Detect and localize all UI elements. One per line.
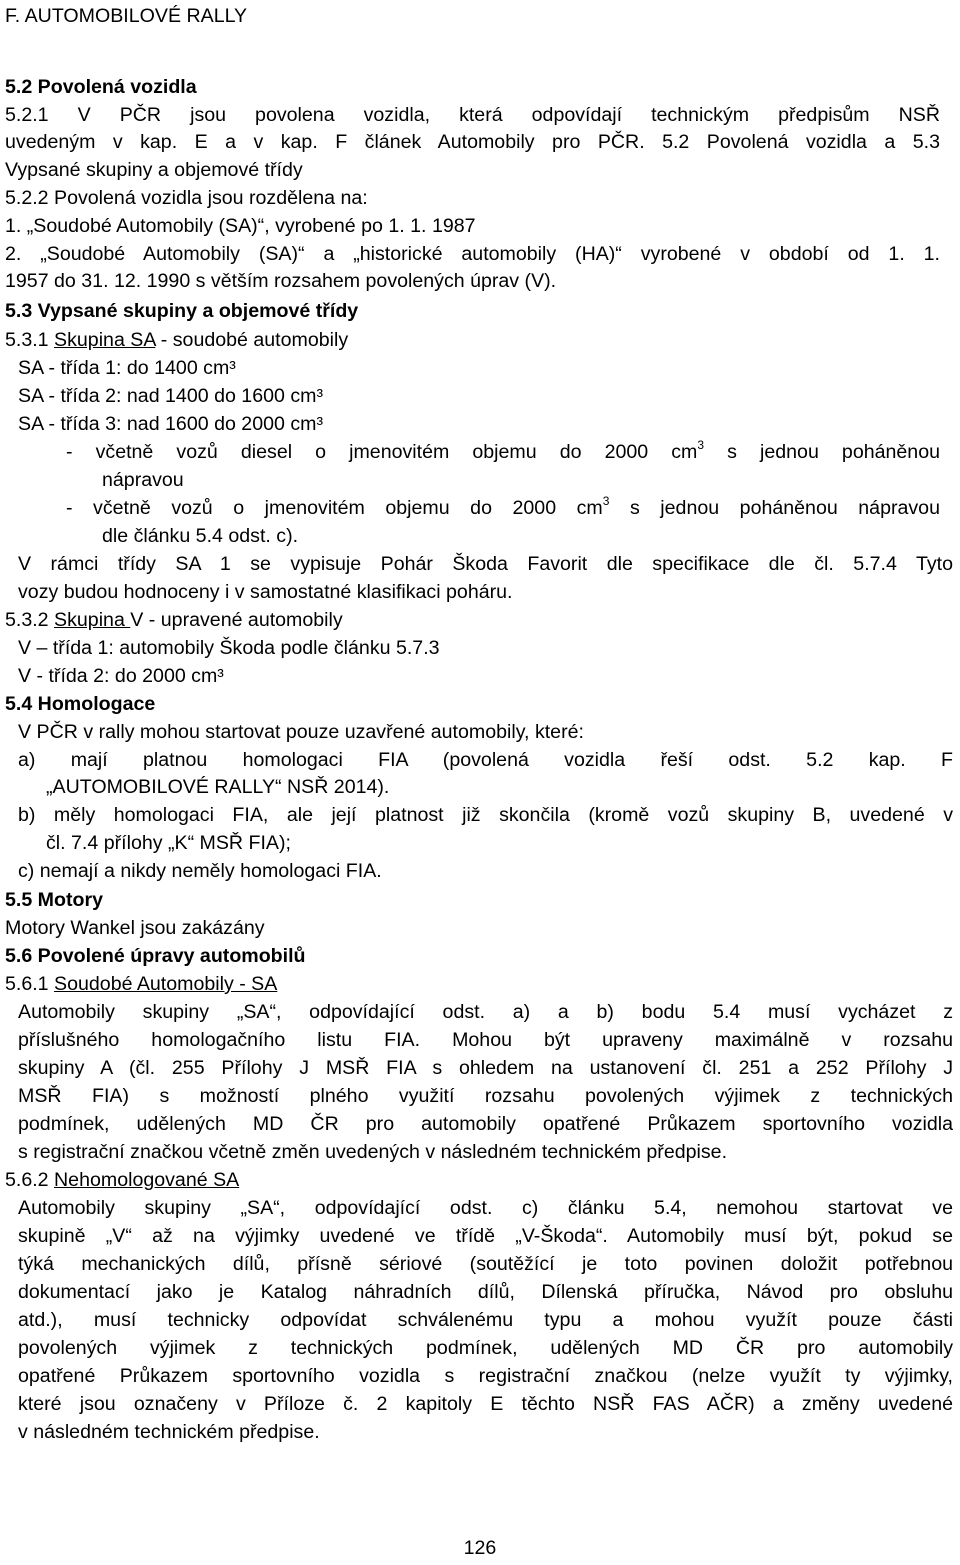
homologation-intro: V PČR v rally mohou startovat pouze uzavřené automobily, které: bbox=[18, 721, 584, 743]
superscript: 3 bbox=[602, 494, 610, 508]
paragraph-line: povolených výjimek z technických podmínek, udělených MD ČR pro automobily bbox=[18, 1337, 953, 1359]
subsection-title-rest: - soudobé automobily bbox=[155, 329, 349, 351]
dash-item-text: s jednou poháněnou nápravou bbox=[609, 497, 940, 519]
dash-item-text: s jednou poháněnou bbox=[704, 441, 941, 463]
paragraph-line: Automobily skupiny „SA“, odpovídající odst. a) a b) bodu 5.4 musí vycházet z bbox=[18, 1001, 953, 1023]
subsection-title-link: Skupina SA bbox=[54, 329, 156, 351]
homologation-item: c) nemají a nikdy neměly homologaci FIA. bbox=[18, 860, 382, 882]
subsection-title-link: Skupina bbox=[54, 609, 131, 631]
section-heading-5-5: 5.5 Motory bbox=[5, 889, 103, 911]
class-line: V - třída 2: do 2000 cm³ bbox=[18, 665, 224, 687]
paragraph-line: Automobily skupiny „SA“, odpovídající odst. c) článku 5.4, nemohou startovat ve bbox=[18, 1197, 953, 1219]
superscript: 3 bbox=[697, 438, 705, 452]
subsection-5-6-2 bbox=[5, 1167, 239, 1193]
dash-item-continuation: dle článku 5.4 odst. c). bbox=[102, 525, 299, 547]
pohar-paragraph-line: vozy budou hodnoceny i v samostatné klasifikaci poháru. bbox=[18, 581, 513, 603]
list-item: 1957 do 31. 12. 1990 s větším rozsahem povolených úprav (V). bbox=[5, 270, 557, 292]
dash-item bbox=[66, 439, 940, 465]
dash-item bbox=[66, 495, 940, 521]
paragraph-line: příslušného homologačního listu FIA. Mohou být upraveny maximálně v rozsahu bbox=[18, 1029, 953, 1051]
homologation-item: b) měly homologaci FIA, ale její platnost již skončila (kromě vozů skupiny B, uvedené v bbox=[18, 804, 953, 826]
paragraph-line: skupiny A (čl. 255 Přílohy J MSŘ FIA s ohledem na ustanovení čl. 251 a 252 Přílohy J bbox=[18, 1057, 953, 1079]
dash-item-text: - včetně vozů diesel o jmenovitém objemu do 2000 cm bbox=[66, 441, 698, 463]
paragraph-line: v následném technickém předpise. bbox=[18, 1421, 320, 1443]
paragraph-line: skupině „V“ až na výjimky uvedené ve třídě „V-Škoda“. Automobily musí být, pokud se bbox=[18, 1225, 953, 1247]
subsection-number: 5.6.2 bbox=[5, 1169, 55, 1191]
homologation-item: čl. 7.4 přílohy „K“ MSŘ FIA); bbox=[46, 832, 291, 854]
motors-text: Motory Wankel jsou zakázány bbox=[5, 917, 265, 939]
section-heading-5-2: 5.2 Povolená vozidla bbox=[5, 76, 197, 98]
dash-item-text: - včetně vozů o jmenovitém objemu do 2000 cm bbox=[66, 497, 603, 519]
list-item: 1. „Soudobé Automobily (SA)“, vyrobené po 1. 1. 1987 bbox=[5, 215, 476, 237]
paragraph-5-2-1-line: 5.2.1 V PČR jsou povolena vozidla, která odpovídají technickým předpisům NSŘ bbox=[5, 104, 940, 126]
paragraph-line: dokumentací jako je Katalog náhradních dílů, Dílenská příručka, Návod pro obsluhu bbox=[18, 1281, 953, 1303]
page-number: 126 bbox=[463, 1537, 497, 1559]
section-heading-5-4: 5.4 Homologace bbox=[5, 693, 156, 715]
paragraph-line: týká mechanických dílů, přísně sériové (soutěžící je toto povinen doložit potřebnou bbox=[18, 1253, 953, 1275]
subsection-title-rest: V - upravené automobily bbox=[130, 609, 343, 631]
dash-item-continuation: nápravou bbox=[102, 469, 184, 491]
class-line: SA - třída 2: nad 1400 do 1600 cm³ bbox=[18, 385, 323, 407]
paragraph-line: opatřené Průkazem sportovního vozidla s registrační značkou (nelze využít ty výjimky, bbox=[18, 1365, 953, 1387]
subsection-5-3-1 bbox=[5, 327, 348, 353]
paragraph-line: atd.), musí technicky odpovídat schválenému typu a mohou využít pouze části bbox=[18, 1309, 953, 1331]
chapter-header: F. AUTOMOBILOVÉ RALLY bbox=[5, 5, 248, 27]
paragraph-line: s registrační značkou včetně změn uvedených v následném technickém předpise. bbox=[18, 1141, 728, 1163]
pohar-paragraph-line: V rámci třídy SA 1 se vypisuje Pohár Škoda Favorit dle specifikace dle čl. 5.7.4 Tyto bbox=[18, 553, 953, 575]
section-heading-5-6: 5.6 Povolené úpravy automobilů bbox=[5, 945, 306, 967]
class-line: SA - třída 3: nad 1600 do 2000 cm³ bbox=[18, 413, 323, 435]
subsection-number: 5.3.2 bbox=[5, 609, 55, 631]
class-line: V – třída 1: automobily Škoda podle článku 5.7.3 bbox=[18, 637, 440, 659]
homologation-item: „AUTOMOBILOVÉ RALLY“ NSŘ 2014). bbox=[46, 776, 390, 798]
subsection-5-6-1 bbox=[5, 971, 277, 997]
class-line: SA - třída 1: do 1400 cm³ bbox=[18, 357, 236, 379]
subsection-title-link: Nehomologované SA bbox=[54, 1169, 240, 1191]
subsection-5-3-2 bbox=[5, 607, 343, 633]
paragraph-5-2-2: 5.2.2 Povolená vozidla jsou rozdělena na: bbox=[5, 187, 368, 209]
paragraph-line: které jsou označeny v Příloze č. 2 kapitoly E těchto NSŘ FAS AČR) a změny uvedené bbox=[18, 1393, 953, 1415]
section-heading-5-3: 5.3 Vypsané skupiny a objemové třídy bbox=[5, 300, 359, 322]
subsection-number: 5.3.1 bbox=[5, 329, 55, 351]
list-item: 2. „Soudobé Automobily (SA)“ a „historické automobily (HA)“ vyrobené v období od 1. 1. bbox=[5, 243, 940, 265]
paragraph-line: MSŘ FIA) s možností plného využití rozsahu povolených výjimek z technických bbox=[18, 1085, 953, 1107]
subsection-number: 5.6.1 bbox=[5, 973, 55, 995]
paragraph-5-2-1-line: Vypsané skupiny a objemové třídy bbox=[5, 159, 303, 181]
paragraph-5-2-1-line: uvedeným v kap. E a v kap. F článek Automobily pro PČR. 5.2 Povolená vozidla a 5.3 bbox=[5, 131, 940, 153]
homologation-item: a) mají platnou homologaci FIA (povolená vozidla řeší odst. 5.2 kap. F bbox=[18, 749, 953, 771]
subsection-title-link: Soudobé Automobily - SA bbox=[54, 973, 278, 995]
paragraph-line: podmínek, udělených MD ČR pro automobily opatřené Průkazem sportovního vozidla bbox=[18, 1113, 953, 1135]
